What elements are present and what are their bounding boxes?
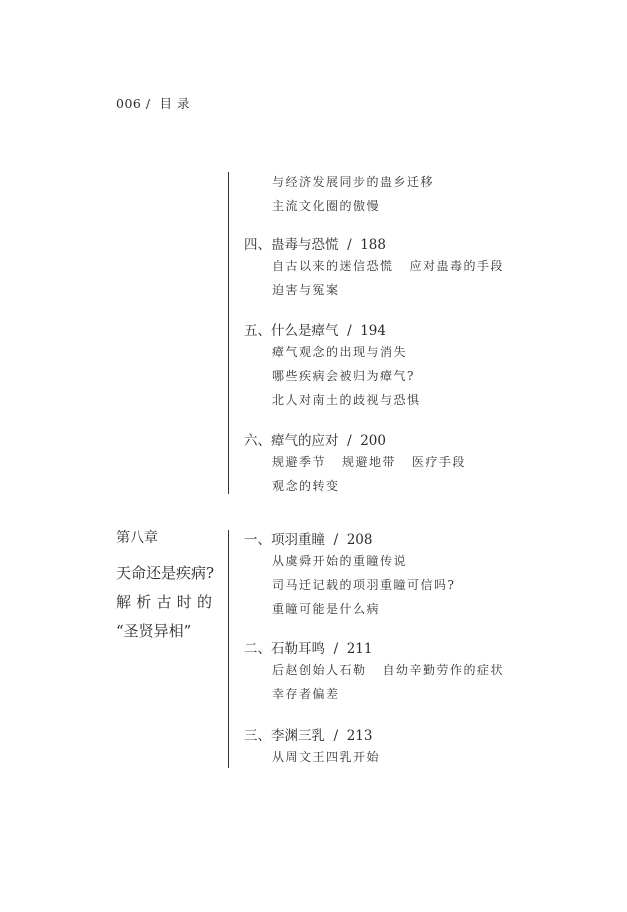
toc-subitem: 北人对南土的歧视与恐惧 (272, 393, 421, 407)
toc-section-title: 五、什么是瘴气 / 194 (244, 323, 386, 339)
toc-subitem: 瘴气观念的出现与消失 (272, 345, 408, 359)
toc-subitem: 规避季节 规避地带 医疗手段 (272, 455, 466, 469)
toc-subitem: 观念的转变 (272, 479, 340, 493)
toc-section-1 (244, 531, 584, 625)
toc-subitem: 司马迁记载的项羽重瞳可信吗? (272, 578, 456, 592)
chapter-number: 第八章 (116, 530, 158, 546)
toc-section-4 (244, 236, 584, 306)
toc-subitem: 与经济发展同步的蛊乡迁移 (272, 175, 435, 189)
toc-section-title: 三、李渊三乳 / 213 (244, 728, 373, 744)
toc-subitem: 从虞舜开始的重瞳传说 (272, 554, 408, 568)
chapter-title-char: 时 (176, 593, 192, 611)
divider-line-upper (228, 172, 229, 494)
chapter-title-line: 天命还是疾病? (116, 564, 215, 582)
toc-section-title: 二、石勒耳鸣 / 211 (244, 641, 373, 657)
toc-section-2 (244, 640, 584, 710)
toc-subitem: 迫害与冤案 (272, 283, 340, 297)
running-header: 006 / 目 录 (116, 96, 190, 111)
toc-continued-items (244, 174, 584, 222)
toc-subitem: 自古以来的迷信恐慌 应对蛊毒的手段 (272, 259, 504, 273)
chapter-title-line (116, 588, 212, 617)
toc-section-title: 六、瘴气的应对 / 200 (244, 433, 386, 449)
chapter-title-char: 析 (136, 593, 152, 611)
toc-section-5 (244, 322, 584, 416)
chapter-title-line: “圣贤异相” (116, 622, 192, 640)
chapter-heading (116, 529, 226, 646)
toc-section-title: 一、项羽重瞳 / 208 (244, 532, 373, 548)
chapter-title-char: 解 (116, 593, 132, 611)
toc-section-6 (244, 432, 584, 502)
toc-subitem: 幸存者偏差 (272, 687, 340, 701)
toc-subitem: 从周文王四乳开始 (272, 750, 381, 764)
chapter-title (116, 559, 226, 646)
toc-subitem: 主流文化圈的傲慢 (272, 199, 381, 213)
toc-subitem: 哪些疾病会被归为瘴气? (272, 369, 415, 383)
chapter-title-char: 古 (156, 593, 172, 611)
chapter-title-char: 的 (196, 593, 212, 611)
toc-subitem: 后赵创始人石勒 自幼辛勤劳作的症状 (272, 663, 504, 677)
toc-section-3 (244, 727, 584, 773)
toc-subitem: 重瞳可能是什么病 (272, 602, 381, 616)
toc-section-title: 四、蛊毒与恐慌 / 188 (244, 237, 386, 253)
divider-line-lower (228, 530, 229, 768)
